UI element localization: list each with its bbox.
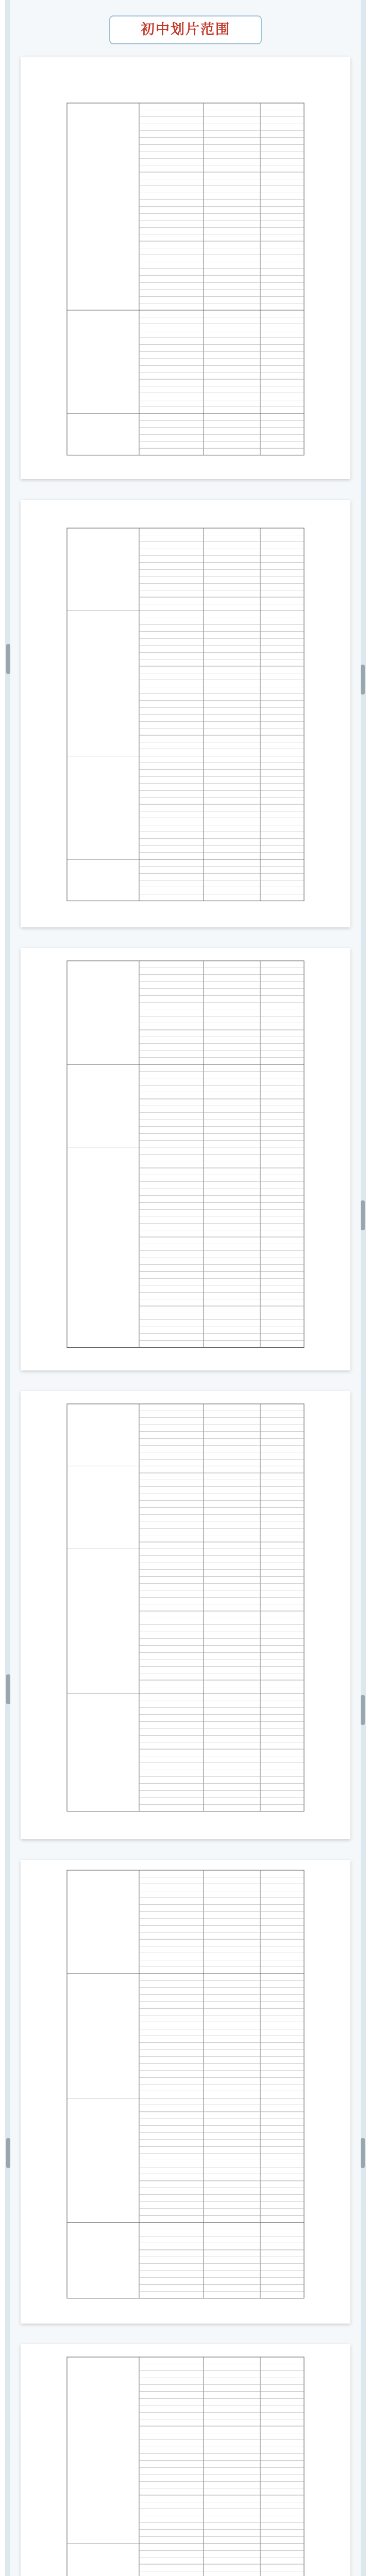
side-tab-decoration — [361, 1695, 365, 1725]
table-grid — [21, 2344, 350, 2576]
table-grid — [21, 1860, 350, 2324]
table-grid — [21, 948, 350, 1370]
side-tab-decoration — [6, 2138, 10, 2168]
side-tab-decoration — [6, 644, 10, 674]
table-grid — [21, 500, 350, 927]
table-card-5 — [21, 1860, 350, 2324]
table-grid — [21, 57, 350, 479]
table-grid — [21, 1391, 350, 1839]
side-tab-decoration — [361, 2138, 365, 2168]
table-card-3 — [21, 948, 350, 1370]
table-card-2 — [21, 500, 350, 927]
table-card-4 — [21, 1391, 350, 1839]
side-tab-decoration — [361, 665, 365, 694]
page-title: 初中划片范围 — [109, 15, 262, 44]
side-tab-decoration — [6, 1674, 10, 1704]
table-card-1 — [21, 57, 350, 479]
table-card-6 — [21, 2344, 350, 2576]
side-tab-decoration — [361, 1200, 365, 1230]
